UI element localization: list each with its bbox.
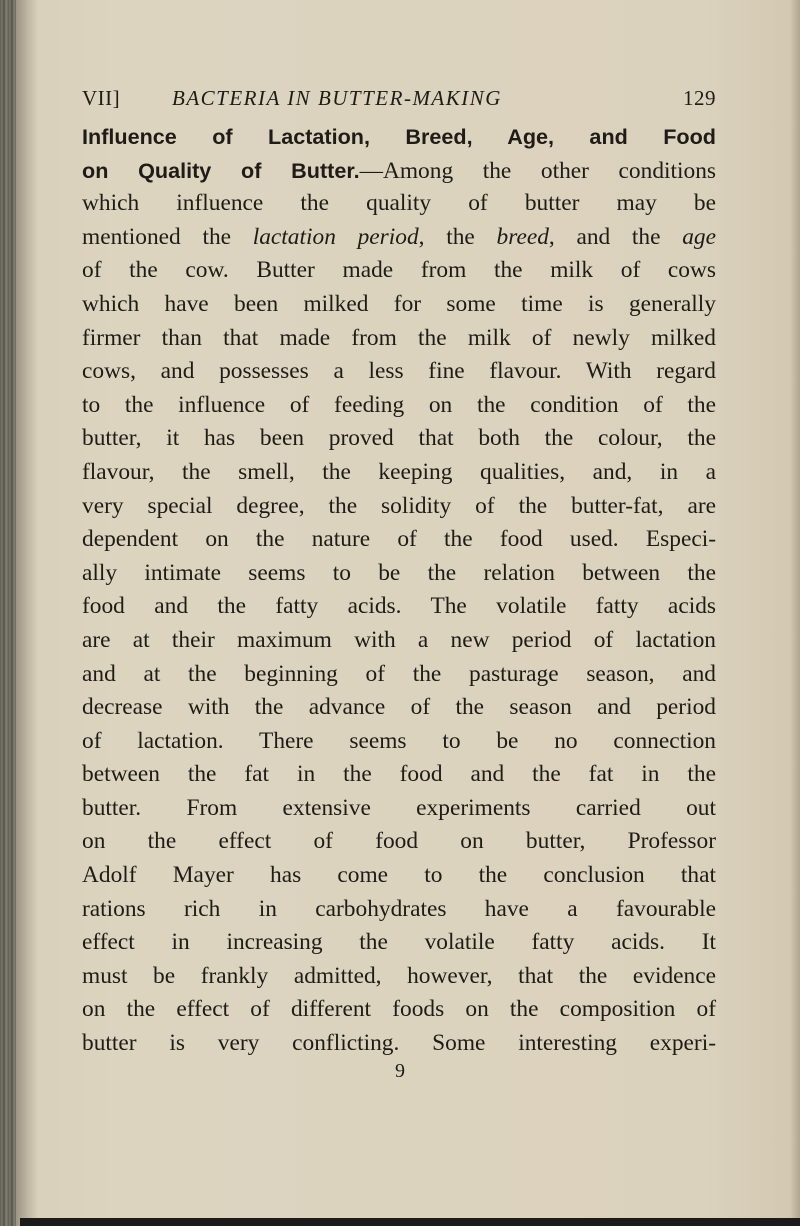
text-line: butter, it has been proved that both the colour, the bbox=[82, 425, 716, 452]
text-line: on the effect of different foods on the composition of bbox=[82, 996, 716, 1023]
gutter-shadow bbox=[16, 0, 38, 1226]
text-line: must be frankly admitted, however, that the evidence bbox=[82, 962, 716, 989]
text-line: cows, and possesses a less fine flavour. With regard bbox=[82, 358, 716, 385]
text-line bbox=[82, 154, 716, 188]
section-heading-continued: on Quality of Butter. bbox=[82, 157, 360, 183]
text-line: are at their maximum with a new period of lactation bbox=[82, 626, 716, 653]
emphasis-term: age bbox=[682, 223, 716, 250]
text-line: decrease with the advance of the season and period bbox=[82, 694, 716, 721]
text-line-part: mentioned the bbox=[82, 223, 253, 250]
text-line: which influence the quality of butter may be bbox=[82, 190, 716, 217]
text-line: dependent on the nature of the food used. Especi- bbox=[82, 526, 716, 553]
bottom-edge-rule bbox=[20, 1218, 800, 1226]
text-line: flavour, the smell, the keeping qualities, and, in a bbox=[82, 458, 716, 485]
text-line: ally intimate seems to be the relation between the bbox=[82, 559, 716, 586]
text-line: and at the beginning of the pasturage season, and bbox=[82, 660, 716, 687]
page-edge bbox=[790, 0, 800, 1226]
text-line: on the effect of food on butter, Professor bbox=[82, 828, 716, 855]
signature-mark: 9 bbox=[395, 1060, 405, 1082]
text-line: rations rich in carbohydrates have a favourable bbox=[82, 895, 716, 922]
text-line-part: , the bbox=[418, 223, 497, 250]
text-line: very special degree, the solidity of the butter-fat, are bbox=[82, 492, 716, 519]
text-line: of the cow. Butter made from the milk of cows bbox=[82, 257, 716, 284]
chapter-number: VII] bbox=[82, 86, 121, 110]
text-line bbox=[82, 221, 716, 255]
body-paragraph bbox=[82, 120, 716, 1061]
text-line: which have been milked for some time is generally bbox=[82, 290, 716, 317]
section-heading: Influence of Lactation, Breed, Age, and Food bbox=[82, 124, 716, 149]
text-line: effect in increasing the volatile fatty acids. It bbox=[82, 929, 716, 956]
running-title: BACTERIA IN BUTTER-MAKING bbox=[172, 86, 502, 110]
text-line: firmer than that made from the milk of newly milked bbox=[82, 324, 716, 351]
emphasis-term: breed bbox=[496, 223, 549, 250]
text-line-part: —Among the other conditions bbox=[359, 157, 717, 184]
text-line: food and the fatty acids. The volatile fatty acids bbox=[82, 593, 716, 620]
text-line: Adolf Mayer has come to the conclusion that bbox=[82, 862, 716, 889]
running-header bbox=[82, 86, 716, 116]
text-line: butter. From extensive experiments carried out bbox=[82, 794, 716, 821]
page-number: 129 bbox=[683, 86, 716, 110]
book-binding-edge bbox=[0, 0, 16, 1226]
text-line: to the influence of feeding on the condition of the bbox=[82, 391, 716, 418]
text-line: of lactation. There seems to be no connection bbox=[82, 727, 716, 754]
text-line: butter is very conflicting. Some interesting experi- bbox=[82, 1030, 716, 1057]
text-line: between the fat in the food and the fat in the bbox=[82, 761, 716, 788]
text-line-part: , and the bbox=[548, 223, 683, 250]
emphasis-term: lactation period bbox=[252, 223, 419, 250]
